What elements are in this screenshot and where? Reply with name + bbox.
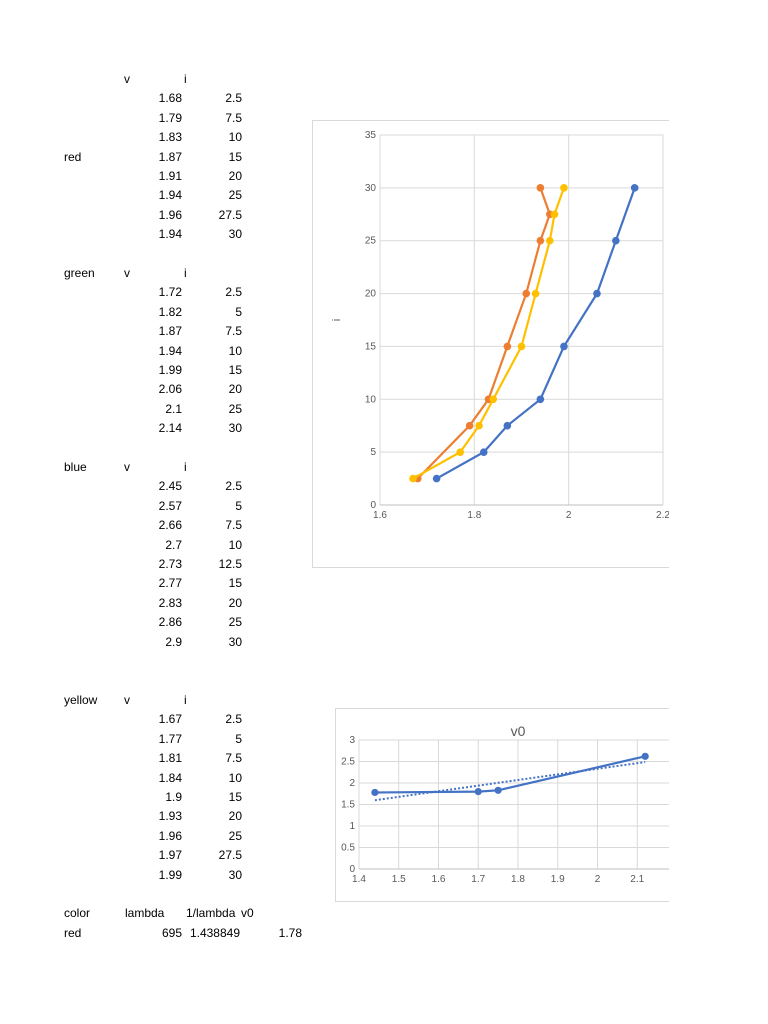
cell-i[interactable]: 10: [228, 770, 242, 785]
column-header-i[interactable]: i: [184, 693, 187, 707]
cell-v[interactable]: 1.87: [158, 149, 182, 164]
cell-v[interactable]: 2.9: [165, 634, 182, 649]
data-point: [518, 343, 526, 351]
cell-i[interactable]: 12.5: [218, 557, 242, 571]
cell-i[interactable]: 27.5: [218, 848, 242, 863]
data-point: [532, 290, 540, 298]
column-header-v[interactable]: v: [124, 266, 130, 280]
data-point: [475, 788, 482, 795]
summary-v0[interactable]: 1.78: [278, 926, 302, 940]
data-point: [546, 237, 554, 245]
cell-v[interactable]: 1.67: [158, 712, 182, 727]
x-tick-label: 1.6: [373, 510, 387, 521]
cell-i[interactable]: 15: [228, 363, 242, 377]
cell-v[interactable]: 1.93: [158, 809, 182, 824]
data-point: [612, 237, 620, 245]
data-point: [593, 290, 601, 298]
data-point: [537, 395, 545, 403]
cell-i[interactable]: 10: [228, 130, 242, 145]
y-tick-label: 30: [364, 182, 376, 194]
cell-v[interactable]: 1.99: [158, 363, 182, 377]
column-header-v[interactable]: v: [124, 693, 130, 707]
cell-i[interactable]: 30: [228, 634, 242, 649]
cell-i[interactable]: 20: [228, 169, 242, 183]
y-tick-label: 35: [364, 130, 376, 141]
cell-v[interactable]: 1.94: [158, 227, 182, 242]
y-tick-label: 20: [364, 288, 376, 300]
summary-lambda[interactable]: 695: [161, 926, 182, 940]
cell-v[interactable]: 2.73: [158, 557, 182, 571]
data-point: [495, 787, 502, 794]
cell-i[interactable]: 5: [235, 498, 242, 513]
cell-v[interactable]: 2.86: [158, 615, 182, 630]
cell-i[interactable]: 5: [235, 731, 242, 746]
data-point: [466, 422, 474, 430]
data-point: [631, 184, 639, 192]
cell-v[interactable]: 1.94: [158, 188, 182, 203]
data-point: [371, 789, 378, 796]
column-header-i[interactable]: i: [184, 266, 187, 280]
table-label[interactable]: blue: [64, 460, 87, 474]
column-header-v[interactable]: v: [124, 460, 130, 474]
y-tick-label: 2.5: [341, 756, 355, 768]
v0-chart-svg: [336, 709, 669, 901]
cell-v[interactable]: 1.77: [158, 731, 182, 746]
cell-i[interactable]: 25: [228, 615, 242, 630]
cell-i[interactable]: 30: [228, 421, 242, 436]
data-point: [522, 290, 530, 298]
x-tick-label: 1.4: [352, 874, 366, 885]
cell-v[interactable]: 1.9: [165, 790, 182, 804]
x-tick-label: 1.5: [391, 874, 406, 885]
data-point: [475, 422, 483, 430]
cell-i[interactable]: 30: [228, 867, 242, 882]
cell-v[interactable]: 1.68: [158, 91, 182, 106]
cell-i[interactable]: 7.5: [225, 110, 242, 125]
cell-v[interactable]: 2.7: [165, 537, 182, 552]
cell-i[interactable]: 25: [228, 828, 242, 843]
x-tick-label: 2.2: [656, 510, 669, 521]
cell-i[interactable]: 2.5: [225, 712, 242, 727]
summary-header-color[interactable]: color: [64, 906, 91, 920]
y-tick-label: 0.5: [341, 842, 355, 854]
series-line-0: [418, 188, 550, 479]
y-tick-label: 15: [364, 341, 376, 353]
cell-i[interactable]: 10: [228, 537, 242, 552]
x-tick-label: 1.8: [467, 510, 482, 521]
cell-v[interactable]: 1.96: [158, 828, 182, 843]
cell-v[interactable]: 1.81: [158, 751, 182, 766]
x-tick-label: 1.9: [550, 874, 565, 885]
cell-i[interactable]: 7.5: [225, 518, 242, 533]
cell-i[interactable]: 5: [235, 304, 242, 319]
iv-chart-svg: [313, 121, 669, 567]
x-tick-label: 2: [594, 874, 601, 885]
cell-v[interactable]: 2.77: [158, 576, 182, 591]
cell-v[interactable]: 2.66: [158, 518, 182, 533]
cell-v[interactable]: 2.14: [158, 421, 182, 436]
y-tick-label: 3: [349, 735, 355, 746]
column-header-i[interactable]: i: [184, 460, 187, 474]
y-tick-label: 2: [349, 778, 355, 789]
cell-i[interactable]: 20: [228, 809, 242, 824]
x-tick-label: 2.1: [630, 874, 645, 885]
cell-i[interactable]: 2.5: [225, 91, 242, 106]
data-point: [551, 210, 559, 218]
cell-v[interactable]: 1.97: [158, 848, 182, 863]
summary-color[interactable]: red: [64, 926, 82, 940]
cell-i[interactable]: 10: [228, 343, 242, 358]
data-point: [537, 184, 545, 192]
y-tick-label: 10: [364, 394, 376, 406]
cell-v[interactable]: 1.94: [158, 343, 182, 358]
cell-i[interactable]: 15: [228, 576, 242, 591]
column-header-i[interactable]: i: [184, 72, 187, 86]
trendline: [375, 762, 645, 800]
data-point: [560, 184, 568, 192]
iv-chart[interactable]: [312, 120, 669, 568]
series-line-2: [413, 188, 564, 479]
cell-v[interactable]: 1.83: [158, 130, 182, 145]
data-point: [480, 448, 488, 456]
summary-inv-lambda[interactable]: 1.438849: [189, 926, 240, 940]
cell-v[interactable]: 2.57: [158, 498, 182, 513]
column-header-v[interactable]: v: [124, 72, 130, 86]
cell-v[interactable]: 2.1: [165, 401, 182, 416]
x-tick-label: 2: [565, 510, 572, 521]
data-point: [642, 753, 649, 760]
cell-i[interactable]: 20: [228, 595, 242, 610]
cell-v[interactable]: 1.91: [158, 169, 182, 183]
chart-title: v0: [510, 723, 526, 739]
data-point: [409, 475, 417, 483]
cell-i[interactable]: 15: [228, 149, 242, 164]
cell-v[interactable]: 1.84: [158, 770, 182, 785]
cell-i[interactable]: 27.5: [218, 207, 242, 222]
cell-i[interactable]: 2.5: [225, 285, 242, 300]
cell-v[interactable]: 1.87: [158, 324, 182, 339]
table-label-red[interactable]: red: [64, 150, 82, 164]
cell-v[interactable]: 1.79: [158, 110, 182, 125]
cell-i[interactable]: 30: [228, 227, 242, 242]
cell-v[interactable]: 1.96: [158, 207, 182, 222]
cell-i[interactable]: 25: [228, 188, 242, 203]
data-point: [504, 343, 512, 351]
cell-v[interactable]: 2.45: [158, 479, 182, 494]
cell-i[interactable]: 7.5: [225, 751, 242, 766]
cell-v[interactable]: 1.99: [158, 867, 182, 882]
data-point: [504, 422, 512, 430]
summary-header-lambda[interactable]: lambda: [125, 906, 165, 920]
y-tick-label: 1.5: [341, 799, 355, 811]
cell-v[interactable]: 1.72: [158, 285, 182, 300]
x-tick-label: 1.8: [511, 874, 525, 885]
y-axis-label: i: [331, 318, 343, 322]
cell-v[interactable]: 2.06: [158, 382, 182, 397]
summary-header-v0[interactable]: v0: [241, 906, 254, 920]
data-point: [560, 343, 568, 351]
y-tick-label: 25: [364, 235, 376, 247]
series-line-1: [437, 188, 635, 479]
y-tick-label: 5: [370, 447, 376, 459]
table-label[interactable]: yellow: [64, 693, 98, 707]
y-tick-label: 1: [349, 821, 355, 832]
data-point: [433, 475, 441, 483]
y-tick-label: 0: [370, 500, 376, 511]
cell-i[interactable]: 7.5: [225, 324, 242, 339]
cell-i[interactable]: 20: [228, 382, 242, 397]
data-point: [456, 448, 464, 456]
y-tick-label: 0: [349, 864, 355, 875]
x-tick-label: 1.7: [471, 874, 486, 885]
cell-v[interactable]: 1.82: [158, 304, 182, 319]
cell-i[interactable]: 15: [228, 790, 242, 804]
cell-i[interactable]: 2.5: [225, 479, 242, 494]
v0-chart[interactable]: [335, 708, 669, 902]
data-point: [489, 395, 497, 403]
cell-v[interactable]: 2.83: [158, 595, 182, 610]
summary-header-inv-lambda[interactable]: 1/lambda: [186, 906, 236, 920]
data-point: [537, 237, 545, 245]
cell-i[interactable]: 25: [228, 401, 242, 416]
table-label[interactable]: green: [64, 266, 95, 280]
x-tick-label: 1.6: [431, 874, 446, 885]
